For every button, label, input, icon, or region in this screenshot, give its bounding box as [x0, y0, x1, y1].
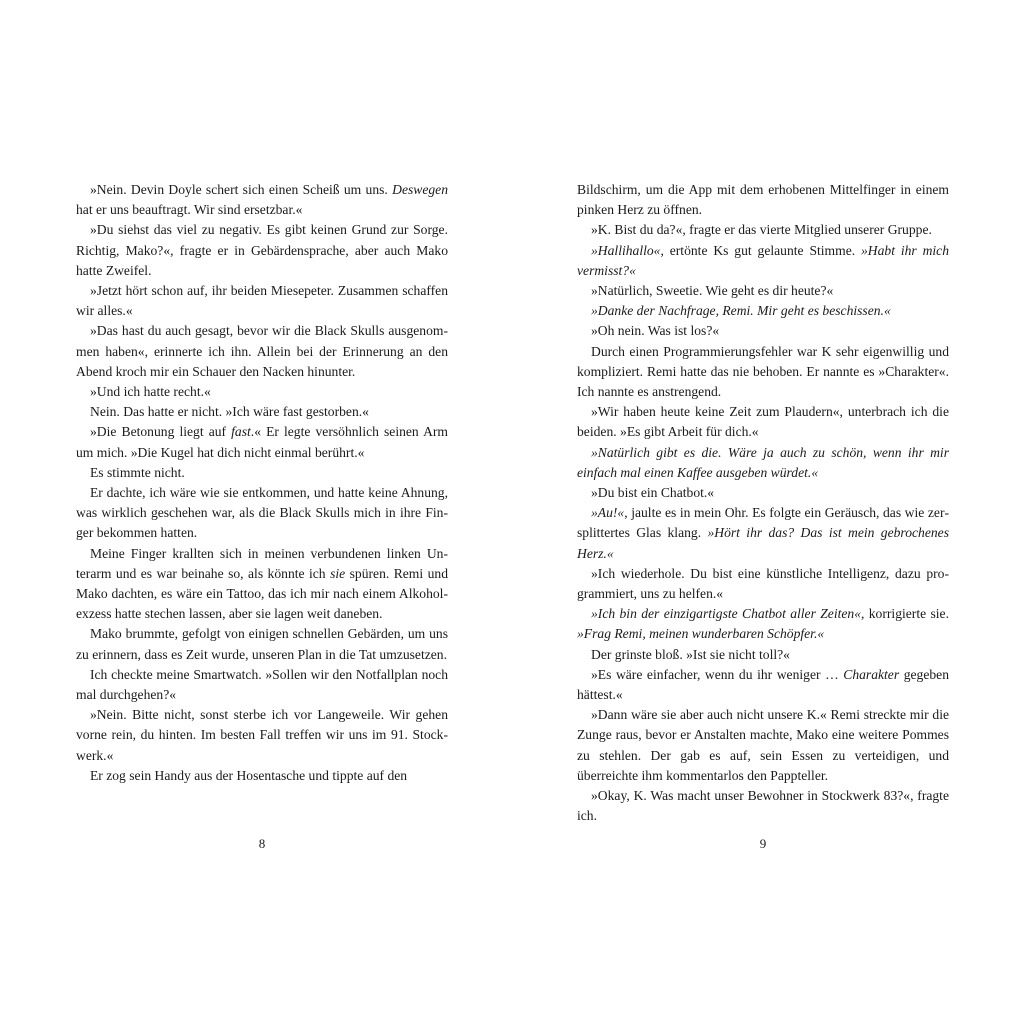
text-run: »Es wäre einfacher, wenn du ihr weniger …: [591, 666, 844, 682]
text-run: Ich checkte meine Smartwatch. »Sollen wir den Notfallplan noch mal durchgehen?«: [76, 666, 448, 703]
paragraph: [76, 422, 448, 462]
italic-run: »Ich bin der einzigartigste Chatbot aller Zeiten«: [591, 606, 862, 622]
italic-run: »Au!«: [591, 505, 625, 521]
italic-run: »Habt ihr mich vermisst?«: [577, 242, 949, 278]
text-run: Er dachte, ich wäre wie sie entkommen, und hatte keine Ahnung, was wirklich geschehen war, als die Black Skulls mich in ihre Finger bekommen hatten.: [76, 485, 448, 541]
italic-run: »Frag Remi, meinen wunderbaren Schöpfer.«: [577, 626, 825, 642]
text-run: »Jetzt hört schon auf, ihr beiden Miesepeter. Zusammen schaffen wir alles.«: [76, 283, 448, 319]
text-run: »Okay, K. Was macht unser Bewohner in Stockwerk 83?«, fragte ich.: [577, 788, 949, 824]
paragraph: [577, 786, 949, 826]
text-run: , jaulte es in mein Ohr. Es folgte ein Geräusch, das wie zersplittertes Glas klang.: [577, 505, 949, 541]
paragraph: [76, 463, 448, 483]
paragraph: [577, 402, 949, 442]
text-run: »Du siehst das viel zu negativ. Es gibt keinen Grund zur Sorge. Richtig, Mako?«, fragte er in Gebärdensprache, aber auch Mako hatte Zweifel.: [76, 222, 448, 278]
paragraph: [76, 705, 448, 766]
paragraph: [577, 321, 949, 341]
paragraph: [76, 281, 448, 321]
italic-run: »Danke der Nachfrage, Remi. Mir geht es beschissen.«: [591, 303, 891, 319]
text-run: »Wir haben heute keine Zeit zum Plaudern«, unterbrach ich die beiden. »Es gibt Arbeit für dich.«: [577, 404, 949, 440]
page-number-right: 9: [759, 836, 767, 851]
italic-run: sie: [330, 565, 346, 581]
italic-run: »Hallihallo«: [591, 242, 661, 258]
paragraph: [577, 645, 949, 665]
paragraph: [76, 766, 448, 786]
text-run: »K. Bist du da?«, fragte er das vierte Mitglied unserer Gruppe.: [591, 222, 932, 238]
paragraph: [76, 220, 448, 281]
paragraph: [577, 342, 949, 403]
text-run: »Die Betonung liegt auf: [90, 424, 232, 440]
text-run: Durch einen Programmierungsfehler war K sehr eigenwillig und kompliziert. Remi hatte das nie behoben. Er nannte es »Charakter«. Ich nannte es anstrengend.: [577, 343, 949, 400]
text-run: Er zog sein Handy aus der Hosentasche und tippte auf den: [90, 767, 408, 783]
italic-run: »Natürlich gibt es die. Wäre ja auch zu schön, wenn ihr mir einfach mal einen Kaffee ausgeben würdet.«: [577, 444, 949, 480]
page-number-left: 8: [258, 836, 266, 851]
paragraph: [577, 503, 949, 564]
paragraph: [577, 241, 949, 281]
italic-run: Deswegen: [392, 182, 448, 197]
right-page-text: [577, 180, 949, 827]
text-run: Meine Finger krallten sich in meinen verbundenen linken Unterarm und es war beinahe so, als könnte ich: [76, 545, 448, 581]
text-run: gegeben hättest.«: [577, 666, 949, 703]
paragraph: [76, 624, 448, 664]
text-run: »Oh nein. Was ist los?«: [591, 323, 720, 339]
paragraph: [76, 483, 448, 544]
text-run: hat er uns beauftragt. Wir sind ersetzbar.«: [76, 202, 303, 218]
text-run: Mako brummte, gefolgt von einigen schnellen Gebärden, um uns zu erinnern, dass es Zeit wurde, unseren Plan in die Tat umzusetzen.: [76, 626, 448, 662]
text-run: Der grinste bloß. »Ist sie nicht toll?«: [591, 646, 790, 662]
text-run: »Ich wiederhole. Du bist eine künstliche Intelligenz, dazu programmiert, uns zu helfen.«: [577, 565, 949, 602]
text-run: »Du bist ein Chatbot.«: [591, 485, 715, 501]
text-run: »Dann wäre sie aber auch nicht unsere K.« Remi streckte mir die Zunge raus, bevor er Anstalten machte, Mako eine weitere Pommes zu stehlen. Der gab es auf, sein Essen zu verteidigen, und überreichte ihm kommentarlos den Pappteller.: [577, 707, 949, 783]
paragraph: [577, 604, 949, 644]
text-run: .« Er legte versöhnlich seinen Arm um mich. »Die Kugel hat dich nicht einmal berührt.«: [76, 424, 448, 460]
paragraph: [577, 564, 949, 604]
paragraph: [76, 544, 448, 625]
text-run: Es stimmte nicht.: [90, 464, 185, 480]
paragraph: [76, 321, 448, 382]
text-run: , korrigierte sie.: [861, 606, 949, 622]
text-run: »Das hast du auch gesagt, bevor wir die Black Skulls ausgenommen haben«, erinnerte ich ihn. Allein bei der Erinnerung an den Abend kroch mir ein Schauer den Nacken hinunter.: [76, 323, 448, 379]
paragraph: [577, 281, 949, 301]
paragraph: [577, 443, 949, 483]
text-run: »Und ich hatte recht.«: [90, 384, 211, 400]
paragraph: [76, 180, 448, 220]
paragraph: [577, 665, 949, 705]
text-run: , ertönte Ks gut gelaunte Stimme.: [660, 242, 861, 258]
italic-run: »Hört ihr das? Das ist mein gebrochenes Herz.«: [577, 525, 949, 561]
paragraph: [76, 402, 448, 422]
italic-run: Charakter: [843, 666, 900, 682]
paragraph: [76, 665, 448, 705]
text-run: spüren. Remi und Mako dachten, es wäre ein Tattoo, das ich mir nach einem Alkoholexzess hatte stechen lassen, aber sie lagen weit daneben.: [76, 565, 448, 622]
italic-run: fast: [231, 424, 251, 440]
paragraph: [76, 382, 448, 402]
text-run: »Natürlich, Sweetie. Wie geht es dir heute?«: [591, 283, 834, 299]
paragraph: [577, 220, 949, 240]
paragraph: [577, 705, 949, 786]
paragraph: [577, 301, 949, 321]
paragraph: [577, 483, 949, 503]
text-run: Nein. Das hatte er nicht. »Ich wäre fast gestorben.«: [90, 404, 369, 420]
text-run: »Nein. Bitte nicht, sonst sterbe ich vor Langeweile. Wir gehen vorne rein, du hinten. Im besten Fall treffen wir uns im 91. Stockwerk.«: [76, 707, 448, 763]
left-page-text: [76, 180, 448, 786]
paragraph: [577, 180, 949, 220]
text-run: Bildschirm, um die App mit dem erhobenen Mittelfinger in einem pinken Herz zu öffnen.: [577, 182, 949, 218]
text-run: »Nein. Devin Doyle schert sich einen Scheiß um uns.: [90, 182, 393, 197]
